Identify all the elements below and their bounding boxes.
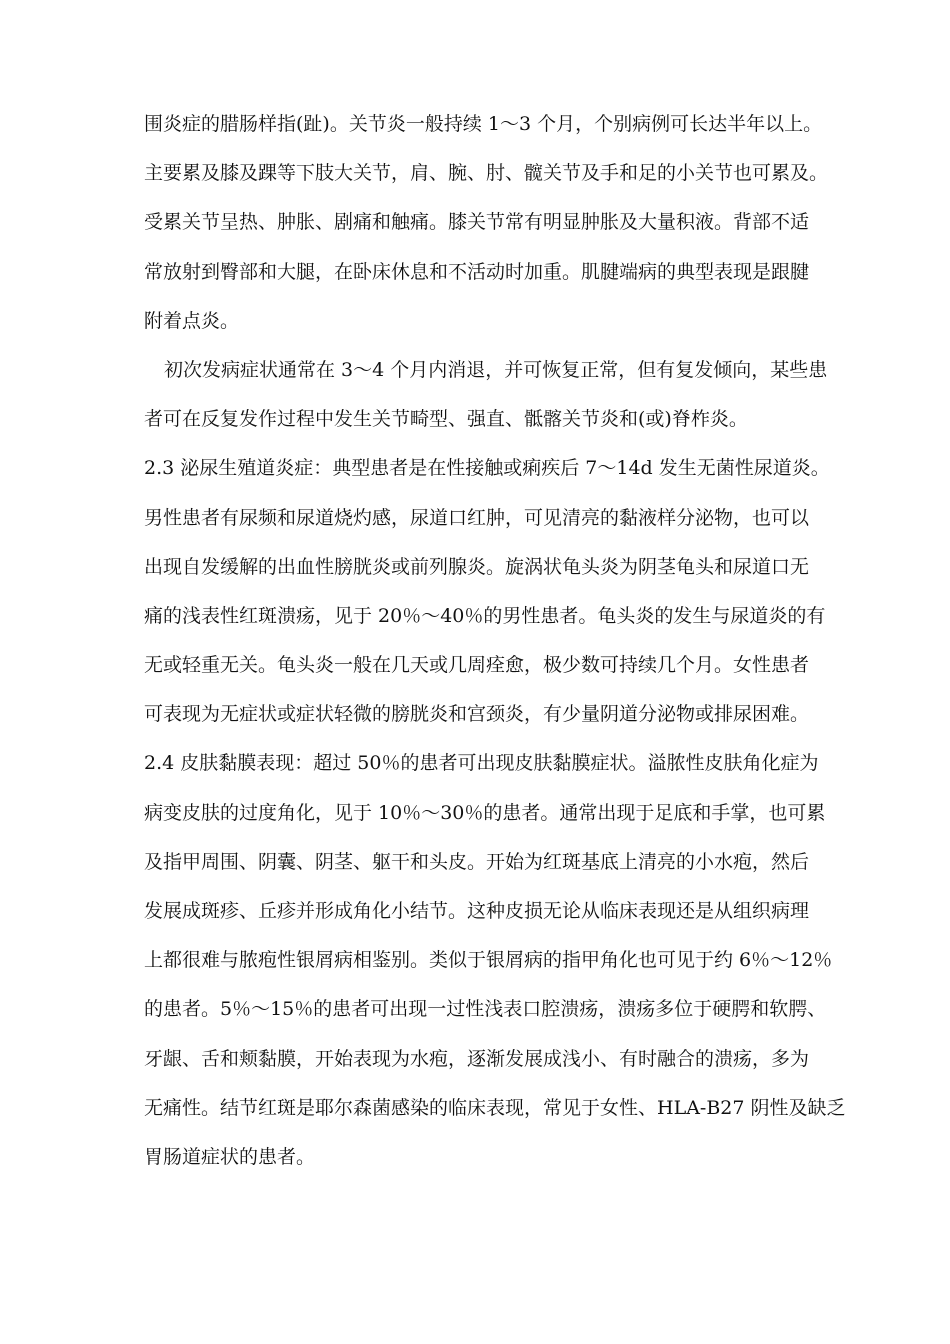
document-body — [144, 100, 940, 1182]
text-line-9: 男性患者有尿频和尿道烧灼感，尿道口红肿，可见清亮的黏液样分泌物，也可以 — [144, 506, 810, 529]
text-line-13: 可表现为无症状或症状轻微的膀胱炎和宫颈炎，有少量阴道分泌物或排尿困难。 — [144, 703, 810, 726]
text-line-10: 出现自发缓解的出血性膀胱炎或前列腺炎。旋涡状龟头炎为阴茎龟头和尿道口无 — [144, 555, 810, 578]
text-line-3: 受累关节呈热、肿胀、剧痛和触痛。膝关节常有明显肿胀及大量积液。背部不适 — [144, 211, 810, 234]
text-line-7: 者可在反复发作过程中发生关节畸型、强直、骶髂关节炎和(或)脊柞炎。 — [144, 408, 748, 431]
text-line-11: 痛的浅表性红斑溃疡，见于 20％～40％的男性患者。龟头炎的发生与尿道炎的有 — [144, 604, 826, 627]
text-line-21: 无痛性。结节红斑是耶尔森菌感染的临床表现，常见于女性、HLA-B27 阴性及缺乏 — [144, 1096, 846, 1119]
text-line-1: 围炎症的腊肠样指(趾)。关节炎一般持续 1～3 个月，个别病例可长达半年以上。 — [144, 113, 823, 135]
text-line-22: 胃肠道症状的患者。 — [144, 1145, 316, 1168]
text-line-6: 初次发病症状通常在 3～4 个月内消退，并可恢复正常，但有复发倾向，某些患 — [164, 358, 828, 381]
text-line-5: 附着点炎。 — [144, 309, 240, 332]
text-line-15: 病变皮肤的过度角化，见于 10％～30％的患者。通常出现于足底和手掌，也可累 — [144, 801, 826, 824]
section-heading-2-3: 2.3 泌尿生殖道炎症：典型患者是在性接触或痢疾后 7～14d 发生无菌性尿道炎。 — [144, 457, 830, 480]
text-line-4: 常放射到臀部和大腿，在卧床休息和不活动时加重。肌腱端病的典型表现是跟腱 — [144, 260, 810, 283]
text-line-12: 无或轻重无关。龟头炎一般在几天或几周痊愈，极少数可持续几个月。女性患者 — [144, 654, 810, 677]
section-heading-2-4: 2.4 皮肤黏膜表现：超过 50％的患者可出现皮肤黏膜症状。溢脓性皮肤角化症为 — [144, 752, 819, 775]
text-line-20: 牙龈、舌和颊黏膜，开始表现为水疱，逐渐发展成浅小、有时融合的溃疡，多为 — [144, 1047, 810, 1070]
text-line-19: 的患者。5％～15％的患者可出现一过性浅表口腔溃疡，溃疡多位于硬腭和软腭、 — [144, 998, 827, 1021]
text-line-16: 及指甲周围、阴囊、阴茎、躯干和头皮。开始为红斑基底上清亮的小水疱，然后 — [144, 850, 810, 873]
text-line-18: 上都很难与脓疱性银屑病相鉴别。类似于银屑病的指甲角化也可见于约 6％～12％ — [144, 949, 833, 972]
text-line-2: 主要累及膝及踝等下肢大关节，肩、腕、肘、髋关节及手和足的小关节也可累及。 — [144, 162, 829, 185]
text-line-17: 发展成斑疹、丘疹并形成角化小结节。这种皮损无论从临床表现还是从组织病理 — [144, 900, 810, 922]
